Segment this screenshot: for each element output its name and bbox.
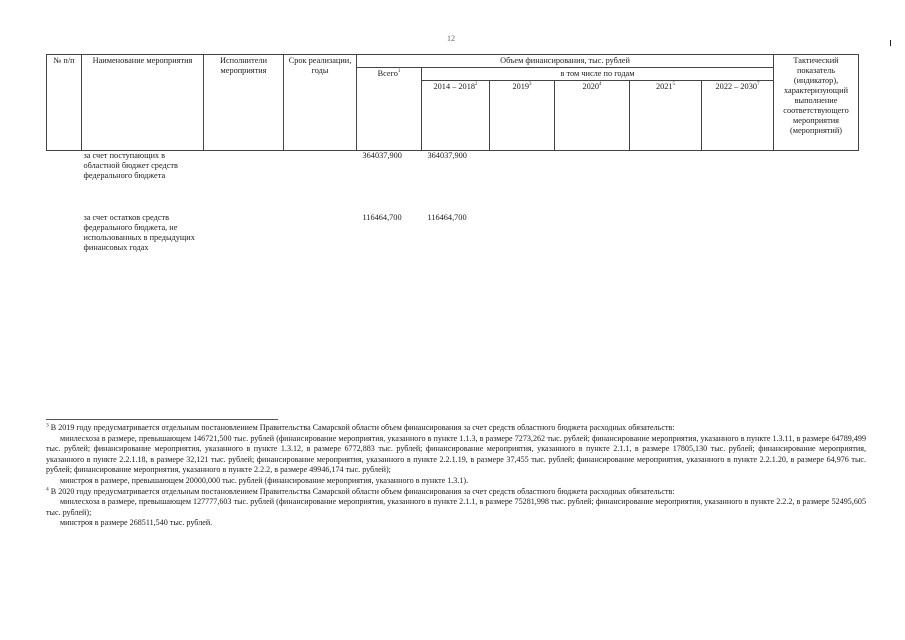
header-year-label: 2021 <box>655 82 673 91</box>
footnote <box>46 497 866 518</box>
row-executors <box>204 151 284 213</box>
footnote <box>46 423 866 434</box>
header-year-label: 2019 <box>512 82 530 91</box>
row-name: за счет остатков средств федерального бюджета, не использованных в предыдущих финансовых годах <box>83 212 195 253</box>
footnote-text: минлесхоза в размере, превышающем 127777,603 тыс. рублей (финансирование мероприятия, указанного в пункте 2.1.1, в размере 75281,998 тыс. рублей; финансирование мероприятия, указанного в пункте 2.2.2, в размере 52495,605 тыс. рублей); <box>46 497 866 517</box>
header-year-footnote-mark: 4 <box>599 82 602 88</box>
row-y2014-2018: 364037,900 <box>427 151 467 160</box>
header-total-label: Всего <box>377 69 398 78</box>
header-year-footnote-mark: 5 <box>672 82 676 88</box>
row-num <box>47 151 82 213</box>
footnote-text: В 2020 году предусматривается отдельным постановлением Правительства Самарской области объем финансирования за счет средств областного бюджета расходных обязательств: <box>50 486 675 496</box>
footnote-mark: 3 <box>46 422 49 429</box>
header-year-label: 2022 – 2030 <box>715 82 757 91</box>
header-term: Срок реализации, годы <box>284 55 357 151</box>
row-y2019 <box>490 213 555 254</box>
footnote-text: В 2019 году предусматривается отдельным постановлением Правительства Самарской области объем финансирования за счет средств областного бюджета расходных обязательств: <box>50 423 675 432</box>
header-year-footnote-mark: 2 <box>474 82 478 88</box>
row-y2020 <box>555 213 630 254</box>
footnote-separator <box>46 419 278 420</box>
footnote <box>46 487 866 498</box>
row-indicator <box>774 213 859 254</box>
header-year-footnote-mark: 3 <box>529 82 532 88</box>
scan-edge-mark <box>890 40 891 46</box>
footnote <box>46 476 866 487</box>
header-year-2014-2018 <box>422 81 490 151</box>
row-total: 364037,900 <box>362 151 402 160</box>
row-indicator <box>774 151 859 213</box>
footnote <box>46 434 866 476</box>
row-term <box>284 213 357 254</box>
header-num: № п/п <box>47 55 82 151</box>
header-year-2019 <box>490 81 555 151</box>
header-year-2022-2030 <box>702 81 774 151</box>
row-term <box>284 151 357 213</box>
header-indicator: Тактический показатель (индикатор), характеризующий выполнение соответствующего мероприятия (мероприятий) <box>774 55 859 151</box>
header-year-2020 <box>555 81 630 151</box>
header-year-footnote-mark: 7 <box>757 82 760 88</box>
header-total-footnote-mark: 1 <box>397 69 401 75</box>
header-executors: Исполнители мероприятия <box>204 55 284 151</box>
footnote-text: минстроя в размере, превышающем 20000,000 тыс. рублей (финансирование мероприятия, указанного в пункте 1.3.1). <box>60 475 469 485</box>
footnote-text: минлесхоза в размере, превышающем 146721,500 тыс. рублей (финансирование мероприятия, указанного в пункте 1.1.3, в размере 7273,262 тыс. рублей; финансирование мероприятия, указанного в пункте 1.3.11, в размере 64789,499 тыс. рублей; финансирование мероприятия, указанного в пункте 1.3.12, в размере 6772,883 тыс. рублей; финансирование мероприятия, указанного в пункте 2.1.1, в размере 17805,130 тыс. рублей; финансирование мероприятия, указанного в пункте 2.2.1.18, в размере 32,121 тыс. рублей; финансирование мероприятия, указанного в пункте 2.2.1.19, в размере 37,455 тыс. рублей; финансирование мероприятия, указанного в пункте 2.2.1.20, в размере 64,976 тыс. рублей; финансирование мероприятия, указанного в пункте 2.2.2, в размере 49946,174 тыс. рублей); <box>46 433 866 475</box>
header-by-years: в том числе по годам <box>422 68 774 81</box>
row-num <box>47 213 82 254</box>
table-row <box>47 151 859 213</box>
page-number: 12 <box>447 34 455 43</box>
table-row <box>47 213 859 254</box>
row-name: за счет поступающих в областной бюджет средств федерального бюджета <box>83 151 178 181</box>
footnotes <box>46 423 866 529</box>
row-y2020 <box>555 151 630 213</box>
header-volume: Объем финансирования, тыс. рублей <box>357 55 774 68</box>
header-year-label: 2014 – 2018 <box>433 82 475 91</box>
header-name: Наименование мероприятия <box>82 55 204 151</box>
row-y2021 <box>630 151 702 213</box>
row-executors <box>204 213 284 254</box>
row-y2014-2018: 116464,700 <box>427 212 467 222</box>
row-y2022-2030 <box>702 213 774 254</box>
row-y2022-2030 <box>702 151 774 213</box>
header-year-label: 2020 <box>582 82 600 91</box>
header-year-2021 <box>630 81 702 151</box>
row-total: 116464,700 <box>362 212 402 222</box>
footnote <box>46 518 866 529</box>
row-y2019 <box>490 151 555 213</box>
footnote-mark: 4 <box>46 485 49 492</box>
row-y2021 <box>630 213 702 254</box>
footnote-text: минстроя в размере 268511,540 тыс. рублей. <box>60 518 213 528</box>
header-total <box>357 68 422 151</box>
financing-table <box>46 54 859 253</box>
